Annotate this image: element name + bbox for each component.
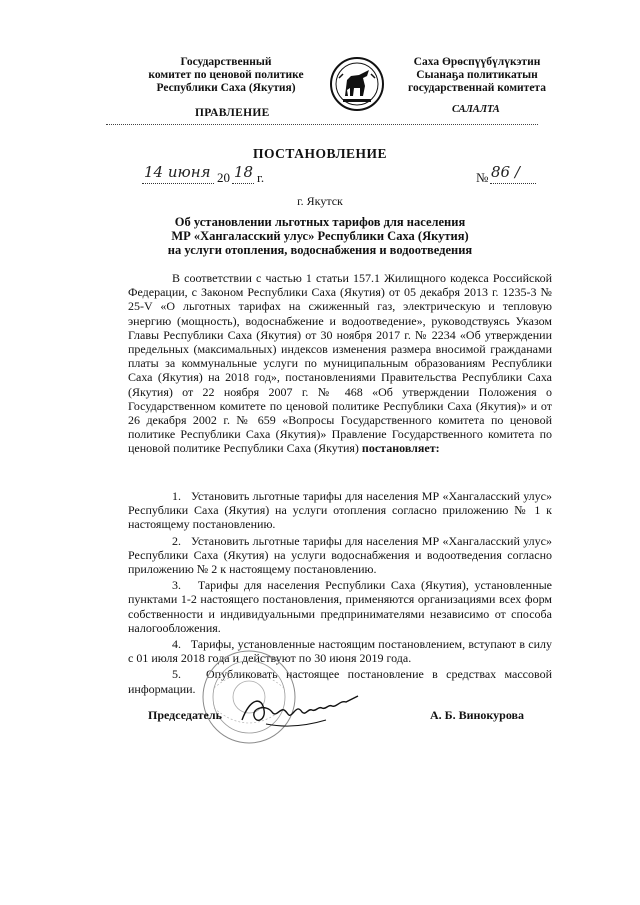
preamble-paragraph xyxy=(128,271,552,456)
item-number: 4. xyxy=(172,637,181,652)
signatory-name: А. Б. Винокурова xyxy=(430,708,525,722)
list-item xyxy=(128,489,552,532)
item-number: 5. xyxy=(172,667,181,682)
item-text: Тарифы, установленные настоящим постановлением, вступают в силу с 01 июля 2018 года и действуют по 30 июня 2019 года. xyxy=(128,637,553,666)
date-day-handwritten: 14 июня xyxy=(144,163,211,181)
city-line: г. Якутск xyxy=(297,194,343,208)
item-number: 2. xyxy=(172,533,181,548)
subject-line: МР «Хангаласский улус» Республики Саха (Якутия) xyxy=(171,229,469,243)
handwritten-signature-icon xyxy=(236,690,366,730)
header-right-line: Саха Өрөспүүбүлүкэтин xyxy=(413,56,541,68)
header-right-subtitle: САЛАЛТА xyxy=(452,104,500,115)
header-left-subtitle: ПРАВЛЕНИЕ xyxy=(195,107,270,119)
header-divider xyxy=(106,124,538,125)
list-item xyxy=(128,534,552,577)
subject-line: на услуги отопления, водоснабжения и водоотведения xyxy=(167,243,473,257)
date-year-handwritten: 18 xyxy=(234,163,254,181)
document-subject xyxy=(0,215,640,257)
list-item xyxy=(128,637,552,665)
header-left-line: Республики Саха (Якутия) xyxy=(156,82,296,94)
header-right-line: Сыанаҕа политикатын xyxy=(416,69,538,81)
item-text: Тарифы для населения Республики Саха (Якутия), установленные пунктами 1-2 настоящего постановления, применяются организациями всех форм собственности и индивидуальными предпринимателями независимо от способа налогообложения. xyxy=(128,578,552,635)
resolution-items xyxy=(128,489,552,698)
preamble-text: В соответствии с частью 1 статьи 157.1 Жилищного кодекса Российской Федерации, с Законом Республики Саха (Якутия) от 05 декабря 2013 г. 1235-3 № 25-V «О льготных тарифах на сжиженный газ, электрическую и тепловую энергию (мощность), водоснабжение и водоотведение», руководствуясь Указом Главы Республики Саха (Якутия) от 30 ноября 2017 г. № 2234 «Об утверждении предельных (максимальных) индексов изменения размера вносимой гражданами платы за коммунальные услуги по муниципальным образованиям Республики Саха (Якутия) на 2018 год», постановлениями Правительства Республики Саха (Якутия) от 22 ноября 2007 г. № 468 «Об утверждении Положения о Государственном комитете по ценовой политике Республики Саха (Якутия)» и от 26 декабря 2002 г. № 659 «Вопросы Государственного комитета по ценовой политике Республики Саха (Якутия)» Правление Государственного комитета по ценовой политике Республики Саха (Якутия) xyxy=(128,271,552,456)
preamble-emphasis: постановляет: xyxy=(361,441,440,456)
number-field xyxy=(490,165,536,184)
subject-line: Об установлении льготных тарифов для населения xyxy=(174,215,466,229)
header-right-block xyxy=(392,56,562,95)
signatory-title: Председатель xyxy=(148,708,222,722)
item-number: 1. xyxy=(172,489,181,503)
header-left-line: комитет по ценовой политике xyxy=(148,69,304,81)
document-title: ПОСТАНОВЛЕНИЕ xyxy=(252,146,388,161)
date-year-suffix: г. xyxy=(257,170,265,185)
header-right-line: государственнай комитета xyxy=(408,82,546,94)
item-text: Установить льготные тарифы для населения МР «Хангаласский улус» Республики Саха (Якутия) на услуги водоснабжения и водоотведения согласно приложению № 2 к настоящему постановлению. xyxy=(128,533,552,577)
item-text: Опубликовать настоящее постановление в средствах массовой информации. xyxy=(128,667,552,696)
number-label: № xyxy=(476,170,489,185)
item-number: 3. xyxy=(172,578,181,593)
item-text: Установить льготные тарифы для населения МР «Хангаласский улус» Республики Саха (Якутия) на услуги отопления согласно приложению № 1 к настоящему постановлению. xyxy=(128,489,552,532)
header-left-line: Государственный xyxy=(180,56,272,68)
number-handwritten: 86 / xyxy=(491,163,520,181)
coat-of-arms-sakha-icon xyxy=(329,56,385,112)
date-year-prefix: 20 xyxy=(217,170,230,185)
header-left-block xyxy=(128,56,324,95)
list-item xyxy=(128,578,552,635)
date-day-field xyxy=(142,165,214,184)
date-year-field xyxy=(232,165,254,184)
